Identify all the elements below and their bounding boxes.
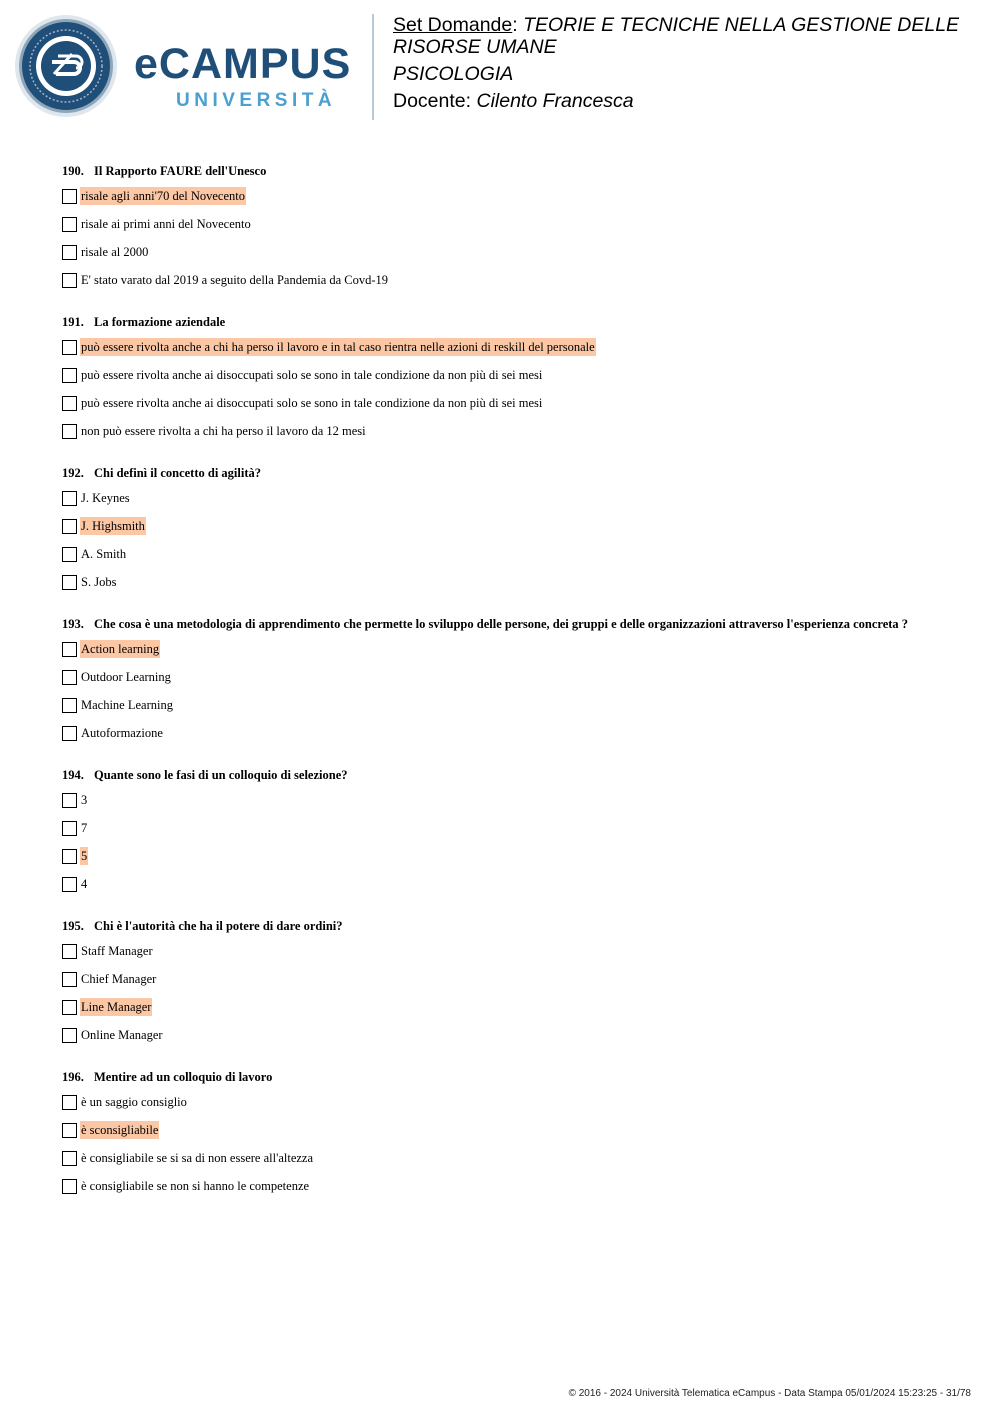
docente-label: Docente: — [393, 90, 472, 112]
answer-option[interactable] — [62, 635, 962, 663]
answer-option[interactable] — [62, 238, 962, 266]
answer-checkbox[interactable] — [62, 396, 77, 411]
page-header — [0, 0, 1000, 130]
answer-checkbox[interactable] — [62, 340, 77, 355]
answer-checkbox[interactable] — [62, 1151, 77, 1166]
answer-checkbox[interactable] — [62, 1095, 77, 1110]
answer-option[interactable] — [62, 786, 962, 814]
answer-checkbox[interactable] — [62, 519, 77, 534]
question-title — [62, 613, 962, 635]
answer-checkbox[interactable] — [62, 1028, 77, 1043]
question-block — [62, 311, 962, 445]
answer-text: A. Smith — [81, 547, 127, 561]
question-title — [62, 160, 962, 182]
correct-answer-text: è sconsigliabile — [81, 1123, 159, 1137]
docente-name: Cilento Francesca — [476, 90, 634, 112]
answer-option[interactable] — [62, 842, 962, 870]
answer-text: Machine Learning — [81, 698, 173, 712]
answer-option[interactable] — [62, 1116, 962, 1144]
answer-option[interactable] — [62, 1144, 962, 1172]
answer-option[interactable] — [62, 870, 962, 898]
question-block — [62, 613, 962, 747]
course-name: PSICOLOGIA — [393, 63, 514, 85]
answer-checkbox[interactable] — [62, 821, 77, 836]
set-title-line1: TEORIE E TECNICHE NELLA GESTIONE DELLE — [523, 14, 960, 36]
set-label: Set Domande — [393, 14, 513, 36]
question-number: 196. — [62, 1070, 84, 1084]
answer-checkbox[interactable] — [62, 1179, 77, 1194]
answer-text: è consigliabile se si sa di non essere all'altezza — [81, 1151, 314, 1165]
ecampus-logo — [14, 14, 374, 118]
answer-checkbox[interactable] — [62, 849, 77, 864]
answer-option[interactable] — [62, 210, 962, 238]
question-number: 191. — [62, 315, 84, 329]
correct-answer-text: può essere rivolta anche a chi ha perso il lavoro e in tal caso rientra nelle azioni di reskill del personale — [81, 340, 595, 354]
question-block — [62, 764, 962, 898]
answer-option[interactable] — [62, 1088, 962, 1116]
question-title — [62, 462, 962, 484]
answer-option[interactable] — [62, 333, 962, 361]
answer-text: Staff Manager — [81, 944, 153, 958]
answer-checkbox[interactable] — [62, 1000, 77, 1015]
answer-option[interactable] — [62, 1021, 962, 1049]
question-number: 192. — [62, 466, 84, 480]
answer-option[interactable] — [62, 389, 962, 417]
answer-option[interactable] — [62, 937, 962, 965]
answer-option[interactable] — [62, 719, 962, 747]
answer-checkbox[interactable] — [62, 698, 77, 713]
answer-text: J. Keynes — [81, 491, 130, 505]
answer-checkbox[interactable] — [62, 189, 77, 204]
answer-text: 4 — [81, 877, 88, 891]
answer-checkbox[interactable] — [62, 793, 77, 808]
answer-checkbox[interactable] — [62, 1123, 77, 1138]
answer-checkbox[interactable] — [62, 245, 77, 260]
answer-text: Chief Manager — [81, 972, 157, 986]
answer-text: S. Jobs — [81, 575, 117, 589]
header-divider — [372, 14, 374, 120]
question-title — [62, 915, 962, 937]
question-title — [62, 311, 962, 333]
answer-text: è consigliabile se non si hanno le competenze — [81, 1179, 310, 1193]
question-text: Mentire ad un colloquio di lavoro — [94, 1070, 273, 1084]
answer-text: Online Manager — [81, 1028, 163, 1042]
logo-subtitle: UNIVERSITÀ — [176, 90, 337, 111]
answer-option[interactable] — [62, 663, 962, 691]
answer-checkbox[interactable] — [62, 726, 77, 741]
answer-text: E' stato varato dal 2019 a seguito della Pandemia da Covd-19 — [81, 273, 389, 287]
question-number: 190. — [62, 164, 84, 178]
page-footer: © 2016 - 2024 Università Telematica eCampus - Data Stampa 05/01/2024 15:23:25 - 31/78 — [568, 1388, 971, 1399]
answer-text: 7 — [81, 821, 88, 835]
answer-option[interactable] — [62, 691, 962, 719]
question-number: 194. — [62, 768, 84, 782]
answer-option[interactable] — [62, 361, 962, 389]
answer-checkbox[interactable] — [62, 642, 77, 657]
correct-answer-text: Action learning — [81, 642, 160, 656]
answer-option[interactable] — [62, 417, 962, 445]
question-title — [62, 1066, 962, 1088]
correct-answer-text: J. Highsmith — [81, 519, 145, 533]
answer-checkbox[interactable] — [62, 670, 77, 685]
course-info: Set Domande: TEORIE E TECNICHE NELLA GESTIONE DELLE RISORSE UMANE PSICOLOGIA Docente: Cilento Francesca — [393, 14, 983, 112]
question-text: Chi definì il concetto di agilità? — [94, 466, 262, 480]
logo-wordmark: eCAMPUS — [134, 40, 352, 88]
answer-text: Autoformazione — [81, 726, 163, 740]
answer-text: può essere rivolta anche ai disoccupati solo se sono in tale condizione da non più di sei mesi — [81, 368, 543, 382]
question-number: 195. — [62, 919, 84, 933]
answer-option[interactable] — [62, 484, 962, 512]
correct-answer-text: 5 — [81, 849, 88, 863]
answer-text: è un saggio consiglio — [81, 1095, 187, 1109]
answer-checkbox[interactable] — [62, 368, 77, 383]
question-title — [62, 764, 962, 786]
question-block — [62, 462, 962, 596]
question-block — [62, 160, 962, 294]
answer-option[interactable] — [62, 965, 962, 993]
question-text: Che cosa è una metodologia di apprendimento che permette lo sviluppo delle persone, dei gruppi e delle organizzazioni attraverso l'esperienza concreta ? — [94, 617, 909, 631]
answer-checkbox[interactable] — [62, 491, 77, 506]
answer-option[interactable] — [62, 266, 962, 294]
answer-text: Outdoor Learning — [81, 670, 171, 684]
correct-answer-text: risale agli anni'70 del Novecento — [81, 189, 246, 203]
question-block — [62, 915, 962, 1049]
answer-checkbox[interactable] — [62, 424, 77, 439]
answer-checkbox[interactable] — [62, 547, 77, 562]
answer-option[interactable] — [62, 814, 962, 842]
question-text: La formazione aziendale — [94, 315, 226, 329]
answer-option[interactable] — [62, 182, 962, 210]
answer-checkbox[interactable] — [62, 575, 77, 590]
question-text: Il Rapporto FAURE dell'Unesco — [94, 164, 267, 178]
answer-text: risale ai primi anni del Novecento — [81, 217, 251, 231]
answer-text: risale al 2000 — [81, 245, 149, 259]
correct-answer-text: Line Manager — [81, 1000, 152, 1014]
answer-text: 3 — [81, 793, 88, 807]
answer-checkbox[interactable] — [62, 944, 77, 959]
question-text: Quante sono le fasi di un colloquio di selezione? — [94, 768, 348, 782]
university-seal-icon — [14, 14, 118, 118]
question-number: 193. — [62, 617, 84, 631]
answer-text: può essere rivolta anche ai disoccupati solo se sono in tale condizione da non più di sei mesi — [81, 396, 543, 410]
answer-option[interactable] — [62, 512, 962, 540]
answer-text: non può essere rivolta a chi ha perso il lavoro da 12 mesi — [81, 424, 366, 438]
answer-option[interactable] — [62, 540, 962, 568]
question-list — [62, 160, 962, 1217]
answer-checkbox[interactable] — [62, 217, 77, 232]
answer-checkbox[interactable] — [62, 972, 77, 987]
question-text: Chi è l'autorità che ha il potere di dare ordini? — [94, 919, 343, 933]
set-title-line2: RISORSE UMANE — [393, 36, 557, 58]
question-block — [62, 1066, 962, 1200]
answer-option[interactable] — [62, 1172, 962, 1200]
answer-option[interactable] — [62, 993, 962, 1021]
answer-checkbox[interactable] — [62, 877, 77, 892]
answer-checkbox[interactable] — [62, 273, 77, 288]
answer-option[interactable] — [62, 568, 962, 596]
